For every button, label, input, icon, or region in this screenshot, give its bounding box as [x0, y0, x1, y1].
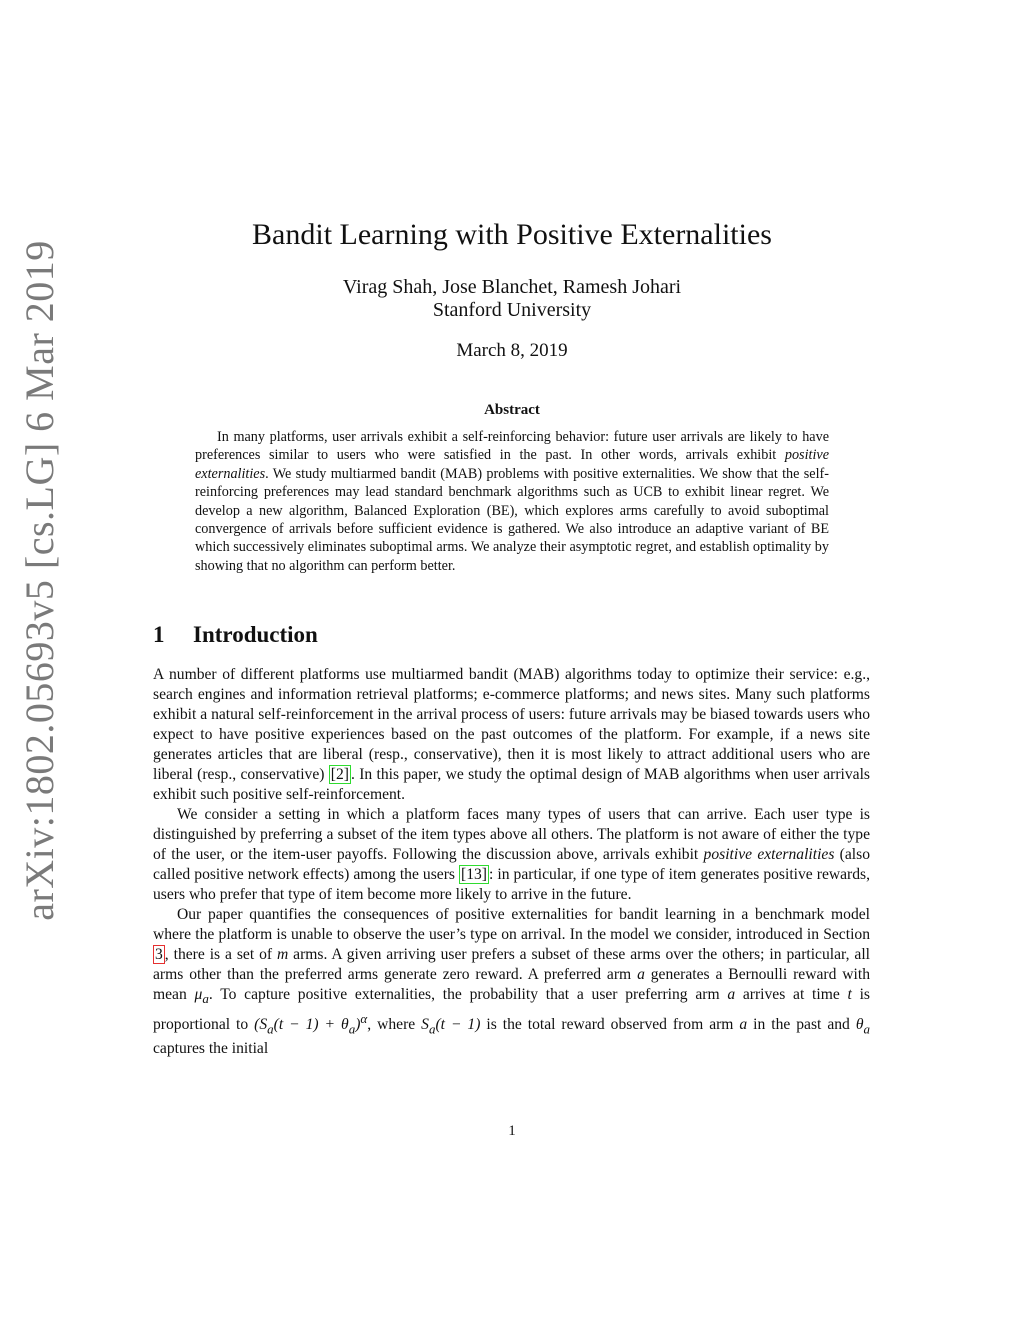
paragraph-text: captures the initial — [153, 1040, 269, 1058]
math-variable: m — [276, 946, 289, 963]
arxiv-identifier-text: arXiv:1802.05693v5 [cs.LG] 6 Mar 2019 — [16, 239, 62, 921]
math-variable: a — [727, 986, 736, 1003]
paragraph — [153, 905, 870, 1059]
math-superscript: α — [360, 1011, 368, 1027]
section-heading — [153, 622, 318, 648]
paragraph-text: , where — [367, 1016, 422, 1034]
math-variable: a — [739, 1016, 748, 1034]
paragraph — [153, 665, 870, 805]
math-formula: (t − 1) — [435, 1016, 481, 1034]
paragraph-text: is proportional to — [153, 986, 870, 1034]
math-formula: ) — [355, 1016, 361, 1034]
paragraph-text: is the total reward observed from arm — [480, 1016, 740, 1034]
citation-link[interactable]: [2] — [330, 766, 349, 783]
citation-link[interactable]: [13] — [461, 866, 487, 883]
paragraph-text: . To capture positive externalities, the probability that a user preferring arm — [208, 986, 728, 1003]
paragraph-emphasis: positive externalities — [703, 846, 835, 863]
author-block — [0, 276, 1024, 322]
math-subscript: a — [348, 1021, 356, 1037]
paragraph-text: arrives at time — [735, 986, 848, 1003]
paper-title: Bandit Learning with Positive Externalities — [252, 218, 772, 251]
paragraph-text: in the past and — [747, 1016, 856, 1034]
math-formula: (t − 1) + θ — [273, 1016, 349, 1034]
section-reference-link[interactable]: 3 — [155, 946, 163, 963]
paragraph — [153, 805, 870, 905]
author-affiliation: Stanford University — [432, 299, 592, 321]
math-subscript: a — [863, 1021, 870, 1037]
math-variable: μ — [194, 986, 203, 1003]
section-title: Introduction — [193, 622, 318, 647]
abstract-heading: Abstract — [484, 402, 540, 418]
paragraph-text: We consider a setting in which a platform faces many types of users that can arrive. Each user type is distinguished by preferring a subset of the item types above all others. The platform is not aware of either the type of the user, or the item-user payoffs. Following the discussion above, arrivals exhibit — [153, 806, 870, 863]
paragraph-text: . In this paper, we study the optimal design of MAB algorithms when user arrivals exhibit such positive self-reinforcement. — [153, 766, 870, 803]
paragraph-text: generates a Bernoulli reward with mean — [153, 966, 870, 1003]
math-formula: (S — [254, 1016, 268, 1034]
section-number: 1 — [153, 622, 165, 647]
math-subscript: a — [267, 1021, 274, 1037]
publication-date: March 8, 2019 — [456, 340, 568, 361]
abstract-emphasis: positive externalities — [195, 447, 829, 482]
paragraph-text: (also called positive network effects) among the users — [153, 846, 870, 883]
abstract-text: In many platforms, user arrivals exhibit a self-reinforcing behavior: future user arrivals are likely to have preferences similar to users who were satisfied in the past. In other words, arrivals exhibit — [195, 429, 829, 464]
math-variable: a — [637, 966, 645, 983]
paragraph-text: Our paper quantifies the consequences of positive externalities for bandit learning in a benchmark model where the platform is unable to observe the user’s type on arrival. In the model we consider, introduced in Section — [153, 906, 870, 943]
math-subscript: a — [202, 991, 209, 1007]
paragraph-text: A number of different platforms use multiarmed bandit (MAB) algorithms today to optimize their service: e.g., search engines and information retrieval platforms; e-commerce platforms; and news sites. Many such platforms exhibit a natural self-reinforcement in the arrival process of users: future arrivals may be biased towards users who expect to have positive experiences based on the past outcomes of the platform. For example, if a news site generates articles that are liberal (resp., conservative), then it is most likely to attract additional users who are liberal (resp., conservative) — [153, 666, 870, 783]
page-number: 1 — [508, 1123, 516, 1139]
section-body — [153, 665, 870, 1059]
math-variable: θ — [855, 1016, 864, 1034]
math-variable: S — [421, 1016, 429, 1034]
paragraph-text: arms. A given arriving user prefers a subset of these arms over the others; in particular, all arms other than the preferred arms generate zero reward. A preferred arm — [153, 946, 870, 983]
author-names: Virag Shah, Jose Blanchet, Ramesh Johari — [342, 276, 682, 298]
abstract-body — [195, 428, 829, 575]
math-subscript: a — [428, 1021, 436, 1037]
paragraph-text: : in particular, if one type of item generates positive rewards, users who prefer that type of item become more likely to arrive in the future. — [153, 866, 870, 903]
abstract-text: . We study multiarmed bandit (MAB) problems with positive externalities. We show that the self-reinforcing preferences may lead standard benchmark algorithms such as UCB to exhibit linear regret. We develop a new algorithm, Balanced Exploration (BE), which explores arms carefully to avoid suboptimal convergence of arrivals before sufficient evidence is gathered. We also introduce an adaptive variant of BE which successively eliminates suboptimal arms. We analyze their asymptotic regret, and establish optimality by showing that no algorithm can perform better. — [195, 465, 829, 574]
paragraph-text: , there is a set of — [164, 946, 277, 963]
math-variable: t — [847, 986, 852, 1003]
